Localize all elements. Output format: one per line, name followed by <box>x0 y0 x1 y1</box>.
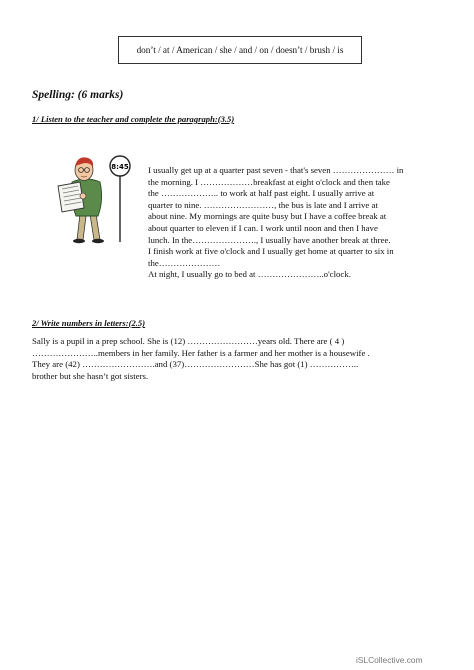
paragraph-line: quarter to nine. ……………………, the bus is late and I arrive at <box>148 199 378 210</box>
clock-time-text: 8:45 <box>111 163 129 171</box>
paragraph-line: …………………..members in her family. Her father is a farmer and her mother is a housewife . <box>32 347 370 358</box>
paragraph-line: Sally is a pupil in a prep school. She is (12) ……………………years old. There are ( 4 ) <box>32 336 345 346</box>
paragraph-line: lunch. In the…………………., I usually have another break at three. <box>148 234 391 245</box>
paragraph-line: I finish work at five o'clock and I usually get home at quarter to six in <box>148 246 394 257</box>
paragraph-line: the ……………….. to work at half past eight. I usually arrive at <box>148 188 375 199</box>
paragraph-line: I usually get up at a quarter past seven - that's seven ………………… in <box>148 165 404 175</box>
paragraph-line: They are (42) …………………….and (37)……………………She has got (1) …………….. <box>32 359 359 370</box>
paragraph-line: brother but she hasn’t got sisters. <box>32 370 149 381</box>
watermark-footer: iSLCollective.com <box>356 655 423 665</box>
paragraph-line: the………………… <box>148 257 221 268</box>
task1-title: 1/ Listen to the teacher and complete the paragraph:(3.5) <box>32 114 235 124</box>
paragraph-line: about nine. My mornings are quite busy but I have a coffee break at <box>148 211 387 222</box>
task1-paragraph <box>148 165 404 281</box>
section-heading: Spelling: (6 marks) <box>32 89 124 101</box>
paragraph-line: about quarter to eleven if I can. I work until noon and then I have <box>148 222 378 233</box>
paragraph-line: the morning. I ………………breakfast at eight o'clock and then take <box>148 176 390 187</box>
man-reading-newspaper-icon <box>50 152 138 244</box>
paragraph-line: At night, I usually go to bed at …………………..o'clock. <box>148 269 351 280</box>
task2-title: 2/ Write numbers in letters:(2.5) <box>32 318 146 328</box>
task2-paragraph <box>32 336 444 382</box>
word-bank-box: don’t / at / American / she / and / on / doesn’t / brush / is <box>118 36 362 64</box>
